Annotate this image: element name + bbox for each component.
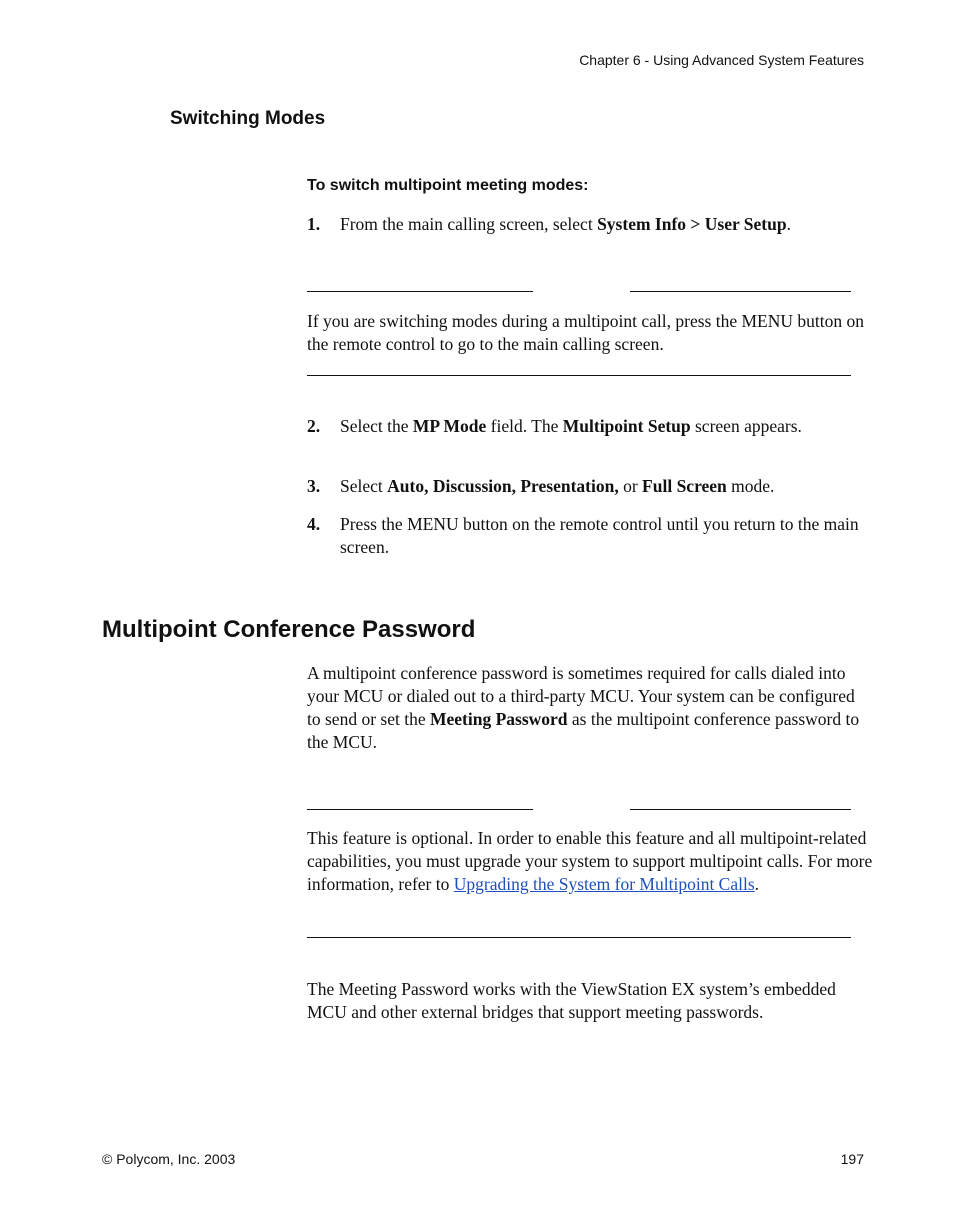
closing-paragraph: The Meeting Password works with the ViewStation EX system’s embedded MCU and other external bridges that support meeting passwords. xyxy=(307,979,836,1022)
section-heading-multipoint-password: Multipoint Conference Password xyxy=(102,616,476,643)
footer-copyright: © Polycom, Inc. 2003 xyxy=(102,1151,236,1167)
step-text: or xyxy=(618,476,643,496)
step-field-name: MP Mode xyxy=(412,416,487,436)
step-text: From the main calling screen, select xyxy=(340,214,598,234)
note-rule-bottom xyxy=(307,375,851,376)
step-text: Press the MENU button on the remote control until you return to the main screen. xyxy=(340,514,859,557)
step-ui-path: System Info > User Setup xyxy=(597,214,787,234)
intro-text-end: as the multipoint conference password to the MCU. xyxy=(307,709,860,752)
note-text: This feature is optional. In order to enable this feature and all multipoint-related capabilities, you must upgrade your system to support multipoint calls. For more information, refer to xyxy=(307,828,873,894)
step-text-end: screen appears. xyxy=(690,416,802,436)
intro-text: A multipoint conference password is sometimes required for calls dialed into your MCU or dialed out to a third-party MCU. Your system can be configured to send or set the xyxy=(307,663,855,729)
step-3 xyxy=(307,475,867,498)
intro-paragraph xyxy=(307,662,867,754)
optional-feature-note xyxy=(307,827,875,896)
step-option-full-screen: Full Screen xyxy=(642,476,727,496)
step-text-end: mode. xyxy=(726,476,775,496)
step-1 xyxy=(307,213,867,236)
step-options: Auto, Discussion, Presentation, xyxy=(387,476,619,496)
note-rule-top-right xyxy=(630,809,851,810)
running-header: Chapter 6 - Using Advanced System Features xyxy=(579,52,864,68)
step-number: 2. xyxy=(307,416,321,436)
step-text: field. The xyxy=(486,416,563,436)
upgrading-link[interactable]: Upgrading the System for Multipoint Calls xyxy=(453,874,755,894)
footer-page-number: 197 xyxy=(840,1151,864,1167)
note-rule-bottom xyxy=(307,937,851,938)
step-number: 1. xyxy=(307,214,321,234)
step-text-end: . xyxy=(786,214,791,234)
meeting-password-term: Meeting Password xyxy=(429,709,568,729)
step-4 xyxy=(307,513,867,559)
step-number: 4. xyxy=(307,514,321,534)
note-rule-top-left xyxy=(307,809,533,810)
step-text: Select the xyxy=(340,416,413,436)
section-heading-switching-modes: Switching Modes xyxy=(170,108,326,129)
step-number: 3. xyxy=(307,476,321,496)
step-2 xyxy=(307,415,867,438)
procedure-title: To switch multipoint meeting modes: xyxy=(307,177,589,194)
note-text: If you are switching modes during a multipoint call, press the MENU button on the remote control to go to the main calling screen. xyxy=(307,311,864,354)
note-rule-top-left xyxy=(307,291,533,292)
step-text: Select xyxy=(340,476,388,496)
note-rule-top-right xyxy=(630,291,851,292)
note-text-end: . xyxy=(754,874,760,894)
step-screen-name: Multipoint Setup xyxy=(562,416,691,436)
